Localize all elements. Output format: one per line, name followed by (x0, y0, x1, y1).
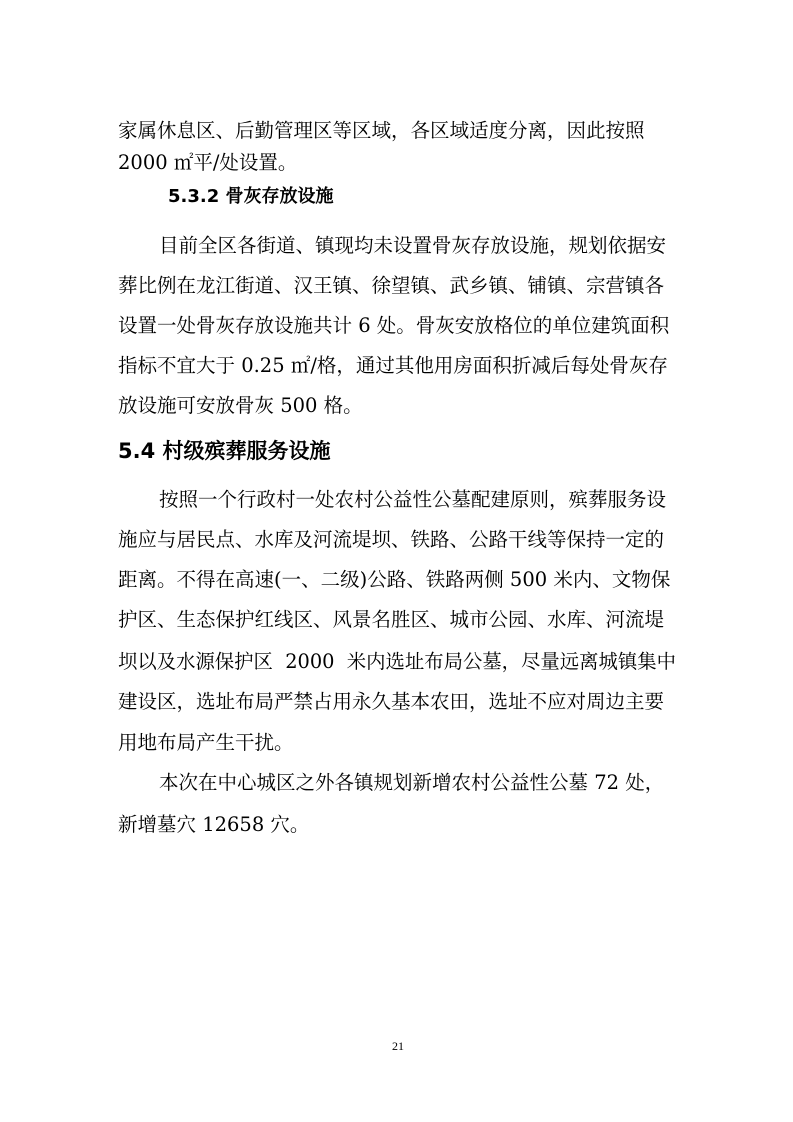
paragraph-line: 家属休息区、后勤管理区等区域，各区域适度分离，因此按照 (118, 119, 645, 142)
page-number: 21 (392, 1039, 404, 1053)
paragraph-line: 新增墓穴 12658 穴。 (118, 813, 310, 836)
paragraph-line: 建设区，选址布局严禁占用永久基本农田，选址不应对周边主要 (118, 690, 665, 713)
section-heading-5-4: 5.4 村级殡葬服务设施 (118, 439, 331, 463)
paragraph-line: 目前全区各街道、镇现均未设置骨灰存放设施，规划依据安 (159, 234, 667, 257)
paragraph-line: 坝以及水源保护区 2000 米内选址布局公墓，尽量远离城镇集中 (118, 650, 676, 673)
paragraph-line: 指标不宜大于 0.25 ㎡/格，通过其他用房面积折减后每处骨灰存 (118, 354, 668, 377)
paragraph-line: 设置一处骨灰存放设施共计 6 处。骨灰安放格位的单位建筑面积 (118, 314, 670, 337)
paragraph-line: 本次在中心城区之外各镇规划新增农村公益性公墓 72 处， (159, 771, 665, 794)
paragraph-line: 2000 ㎡平/处设置。 (118, 151, 298, 174)
paragraph-line: 放设施可安放骨灰 500 格。 (118, 394, 363, 417)
section-heading-5-3-2: 5.3.2 骨灰存放设施 (168, 186, 334, 207)
paragraph-line: 距离。不得在高速(一、二级)公路、铁路两侧 500 米内、文物保 (118, 568, 671, 591)
paragraph-line: 护区、生态保护红线区、风景名胜区、城市公园、水库、河流堤 (118, 608, 665, 631)
paragraph-line: 用地布局产生干扰。 (118, 731, 294, 754)
paragraph-line: 施应与居民点、水库及河流堤坝、铁路、公路干线等保持一定的 (118, 528, 665, 551)
paragraph-line: 葬比例在龙江街道、汉王镇、徐望镇、武乡镇、铺镇、宗营镇各 (118, 274, 665, 297)
paragraph-line: 按照一个行政村一处农村公益性公墓配建原则，殡葬服务设 (159, 488, 667, 511)
